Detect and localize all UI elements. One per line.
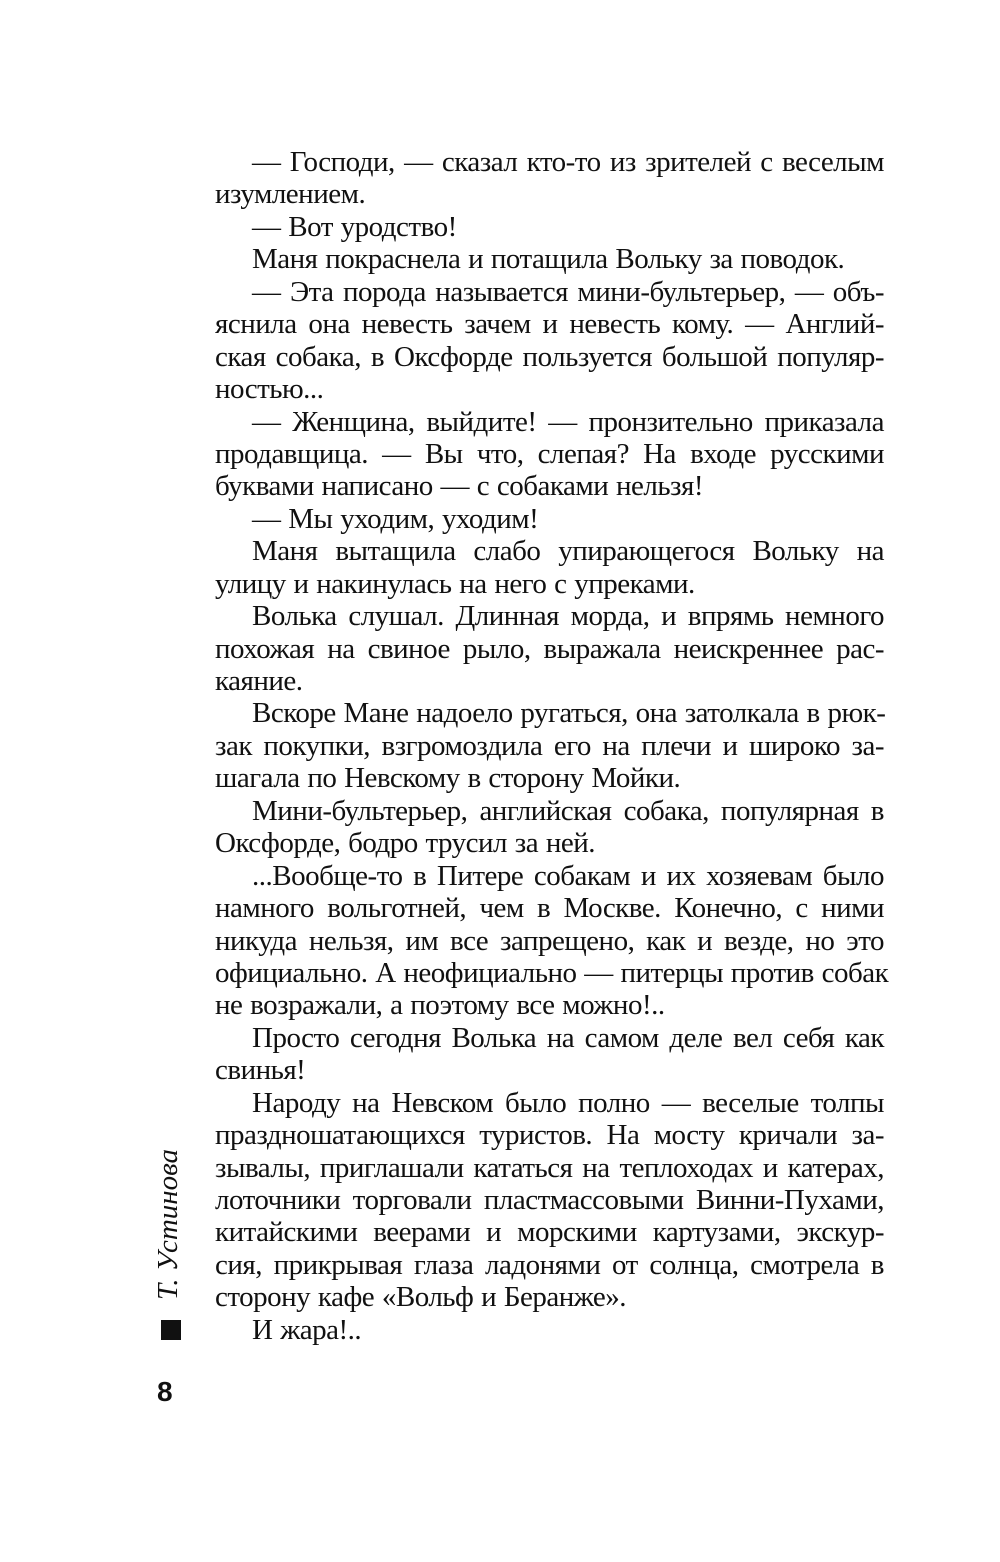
text-line: буквами написано — с собаками нельзя! bbox=[215, 470, 704, 503]
text-line: — Эта порода называется мини-бультерьер, — объ- bbox=[252, 275, 884, 308]
text-line: Мини-бультерьер, английская собака, популярная в bbox=[252, 794, 884, 827]
text-line: никуда нельзя, им все запрещено, как и везде, но это bbox=[215, 924, 884, 957]
text-line: изумлением. bbox=[215, 178, 366, 211]
text-line: Вскоре Мане надоело ругаться, она затолкала в рюк- bbox=[252, 697, 886, 730]
running-head-author: Т. Устинова bbox=[152, 1148, 184, 1300]
text-line: Народу на Невском было полно — веселые толпы bbox=[252, 1086, 884, 1119]
text-line: шагала по Невскому в сторону Мойки. bbox=[215, 762, 681, 795]
text-line: китайскими веерами и морскими картузами, экскур- bbox=[215, 1216, 884, 1249]
text-line: официально. А неофициально — питерцы против собак bbox=[215, 956, 889, 989]
text-line: зывалы, приглашали кататься на теплоходах и катерах, bbox=[215, 1151, 884, 1184]
text-line: намного вольготней, чем в Москве. Конечно, с ними bbox=[215, 892, 884, 925]
text-line: сия, прикрывая глаза ладонями от солнца, смотрела в bbox=[215, 1248, 884, 1281]
text-line: яснила она невесть зачем и невесть кому. — Англий- bbox=[215, 308, 884, 341]
text-line: продавщица. — Вы что, слепая? На входе русскими bbox=[215, 437, 884, 470]
page-number: 8 bbox=[157, 1376, 173, 1407]
text-line: Просто сегодня Волька на самом деле вел себя как bbox=[252, 1021, 884, 1054]
body-text bbox=[215, 146, 889, 1346]
text-line: улицу и накинулась на него с упреками. bbox=[215, 567, 695, 600]
text-line: Маня покраснела и потащила Вольку за поводок. bbox=[252, 243, 845, 276]
text-line: ...Вообще-то в Питере собакам и их хозяевам было bbox=[252, 859, 884, 892]
text-line: — Господи, — сказал кто-то из зрителей с веселым bbox=[252, 146, 884, 178]
text-line: И жара!.. bbox=[252, 1313, 362, 1346]
text-line: — Вот уродство! bbox=[252, 210, 457, 243]
text-line: Маня вытащила слабо упирающегося Вольку на bbox=[252, 535, 884, 568]
text-line: Волька слушал. Длинная морда, и впрямь немного bbox=[252, 600, 884, 633]
text-line: свинья! bbox=[215, 1054, 306, 1087]
text-line: — Мы уходим, уходим! bbox=[252, 502, 539, 535]
text-line: ская собака, в Оксфорде пользуется большой популяр- bbox=[215, 340, 884, 373]
text-line: — Женщина, выйдите! — пронзительно приказала bbox=[252, 405, 884, 438]
text-line: праздношатающихся туристов. На мосту кричали за- bbox=[215, 1119, 884, 1152]
text-line: каяние. bbox=[215, 665, 303, 697]
page-marker-square bbox=[161, 1320, 181, 1340]
text-line: сторону кафе «Вольф и Беранже». bbox=[215, 1281, 627, 1314]
text-line: не возражали, а поэтому все можно!.. bbox=[215, 989, 665, 1022]
text-line: зак покупки, взгромоздила его на плечи и широко за- bbox=[215, 729, 884, 762]
text-line: лоточники торговали пластмассовыми Винни-Пухами, bbox=[215, 1184, 884, 1216]
text-line: Оксфорде, бодро трусил за ней. bbox=[215, 827, 595, 860]
text-line: похожая на свиное рыло, выражала неискреннее рас- bbox=[215, 632, 884, 665]
text-line: ностью... bbox=[215, 373, 324, 406]
